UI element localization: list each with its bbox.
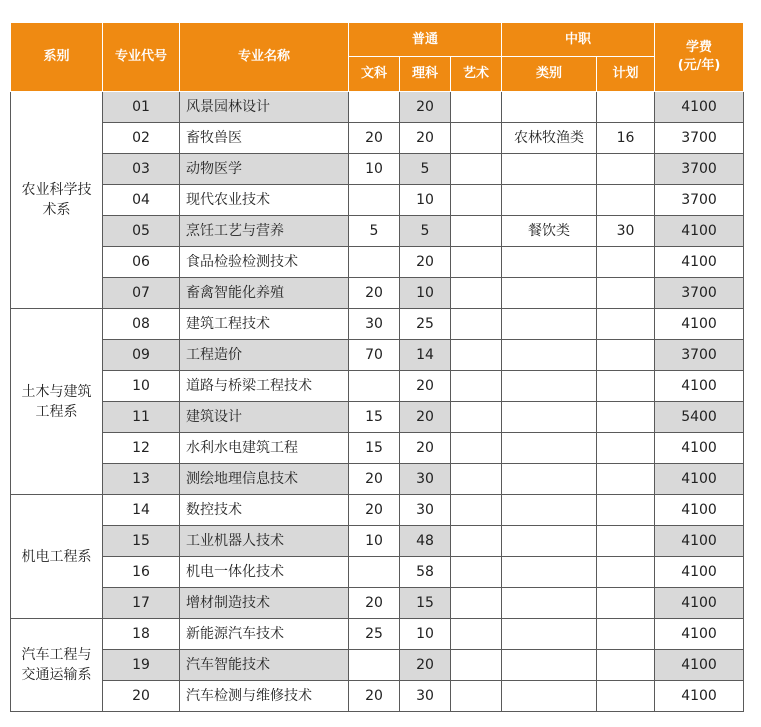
quota-like: 20: [400, 92, 451, 123]
table-body: [11, 92, 744, 712]
zhongzhi-plan: [597, 402, 655, 433]
quota-yishu: [451, 185, 502, 216]
quota-wenke: 10: [349, 526, 400, 557]
major-name: 汽车检测与维修技术: [180, 681, 349, 712]
major-code: 11: [103, 402, 180, 433]
major-code: 17: [103, 588, 180, 619]
zhongzhi-category: [502, 278, 597, 309]
table-row: [11, 464, 744, 495]
table-row: [11, 247, 744, 278]
table-row: [11, 650, 744, 681]
table-row: [11, 371, 744, 402]
zhongzhi-plan: [597, 185, 655, 216]
quota-wenke: 20: [349, 278, 400, 309]
zhongzhi-category: [502, 650, 597, 681]
tuition-fee: 4100: [655, 650, 744, 681]
tuition-fee: 3700: [655, 340, 744, 371]
quota-wenke: [349, 185, 400, 216]
quota-yishu: [451, 216, 502, 247]
header-like: 理科: [400, 57, 451, 92]
tuition-fee: 4100: [655, 681, 744, 712]
major-name: 道路与桥梁工程技术: [180, 371, 349, 402]
major-code: 16: [103, 557, 180, 588]
table-row: [11, 433, 744, 464]
quota-like: 5: [400, 216, 451, 247]
header-jihua: 计划: [597, 57, 655, 92]
zhongzhi-category: [502, 619, 597, 650]
zhongzhi-plan: [597, 650, 655, 681]
quota-wenke: 30: [349, 309, 400, 340]
zhongzhi-category: [502, 557, 597, 588]
table-row: [11, 278, 744, 309]
major-code: 12: [103, 433, 180, 464]
table-row: [11, 526, 744, 557]
table-row: [11, 92, 744, 123]
quota-yishu: [451, 495, 502, 526]
tuition-fee: 4100: [655, 433, 744, 464]
quota-yishu: [451, 402, 502, 433]
quota-yishu: [451, 681, 502, 712]
tuition-fee: 4100: [655, 619, 744, 650]
header-dept: 系别: [11, 23, 103, 92]
zhongzhi-plan: 30: [597, 216, 655, 247]
quota-yishu: [451, 557, 502, 588]
header-zhongzhi: 中职: [502, 23, 655, 57]
quota-wenke: 15: [349, 433, 400, 464]
major-name: 现代农业技术: [180, 185, 349, 216]
tuition-fee: 3700: [655, 154, 744, 185]
zhongzhi-plan: [597, 340, 655, 371]
major-name: 测绘地理信息技术: [180, 464, 349, 495]
table-row: [11, 154, 744, 185]
quota-like: 48: [400, 526, 451, 557]
zhongzhi-plan: [597, 588, 655, 619]
zhongzhi-plan: [597, 371, 655, 402]
quota-yishu: [451, 526, 502, 557]
quota-like: 25: [400, 309, 451, 340]
quota-wenke: [349, 247, 400, 278]
quota-yishu: [451, 278, 502, 309]
quota-like: 15: [400, 588, 451, 619]
zhongzhi-category: [502, 464, 597, 495]
zhongzhi-plan: 16: [597, 123, 655, 154]
tuition-fee: 4100: [655, 495, 744, 526]
major-code: 05: [103, 216, 180, 247]
quota-yishu: [451, 433, 502, 464]
zhongzhi-plan: [597, 464, 655, 495]
major-code: 08: [103, 309, 180, 340]
quota-like: 10: [400, 185, 451, 216]
quota-like: 20: [400, 433, 451, 464]
major-name: 增材制造技术: [180, 588, 349, 619]
major-name: 工业机器人技术: [180, 526, 349, 557]
major-code: 15: [103, 526, 180, 557]
zhongzhi-plan: [597, 526, 655, 557]
quota-yishu: [451, 309, 502, 340]
zhongzhi-category: [502, 92, 597, 123]
major-code: 06: [103, 247, 180, 278]
zhongzhi-plan: [597, 557, 655, 588]
quota-like: 30: [400, 681, 451, 712]
table-row: [11, 681, 744, 712]
zhongzhi-plan: [597, 247, 655, 278]
quota-wenke: 20: [349, 464, 400, 495]
quota-like: 20: [400, 650, 451, 681]
quota-wenke: 20: [349, 123, 400, 154]
quota-like: 58: [400, 557, 451, 588]
tuition-fee: 4100: [655, 92, 744, 123]
header-yishu: 艺术: [451, 57, 502, 92]
major-name: 水利水电建筑工程: [180, 433, 349, 464]
quota-wenke: 20: [349, 681, 400, 712]
table-row: [11, 216, 744, 247]
zhongzhi-plan: [597, 495, 655, 526]
zhongzhi-category: [502, 526, 597, 557]
tuition-fee: 4100: [655, 464, 744, 495]
table-row: [11, 619, 744, 650]
table-row: [11, 340, 744, 371]
table-row: [11, 185, 744, 216]
quota-like: 5: [400, 154, 451, 185]
zhongzhi-category: [502, 681, 597, 712]
tuition-fee: 4100: [655, 309, 744, 340]
major-name: 数控技术: [180, 495, 349, 526]
quota-wenke: 20: [349, 495, 400, 526]
major-code: 04: [103, 185, 180, 216]
quota-yishu: [451, 588, 502, 619]
zhongzhi-category: [502, 433, 597, 464]
quota-wenke: 70: [349, 340, 400, 371]
header-putong: 普通: [349, 23, 502, 57]
major-name: 烹饪工艺与营养: [180, 216, 349, 247]
tuition-fee: 4100: [655, 557, 744, 588]
quota-like: 30: [400, 464, 451, 495]
tuition-fee: 4100: [655, 216, 744, 247]
table-row: [11, 402, 744, 433]
tuition-fee: 4100: [655, 371, 744, 402]
zhongzhi-category: [502, 185, 597, 216]
quota-yishu: [451, 123, 502, 154]
quota-wenke: 15: [349, 402, 400, 433]
quota-yishu: [451, 154, 502, 185]
major-name: 动物医学: [180, 154, 349, 185]
quota-yishu: [451, 371, 502, 402]
major-name: 食品检验检测技术: [180, 247, 349, 278]
table-row: [11, 557, 744, 588]
header-wenke: 文科: [349, 57, 400, 92]
zhongzhi-plan: [597, 278, 655, 309]
quota-wenke: 20: [349, 588, 400, 619]
major-code: 09: [103, 340, 180, 371]
major-code: 10: [103, 371, 180, 402]
quota-like: 14: [400, 340, 451, 371]
header-fee: 学费 (元/年): [655, 23, 744, 92]
quota-yishu: [451, 247, 502, 278]
quota-like: 20: [400, 123, 451, 154]
quota-yishu: [451, 464, 502, 495]
quota-yishu: [451, 650, 502, 681]
zhongzhi-category: [502, 340, 597, 371]
quota-wenke: [349, 650, 400, 681]
major-name: 建筑设计: [180, 402, 349, 433]
zhongzhi-category: [502, 154, 597, 185]
header-code: 专业代号: [103, 23, 180, 92]
quota-like: 30: [400, 495, 451, 526]
dept-name: 机电工程系: [11, 495, 103, 619]
dept-name: 土木与建筑工程系: [11, 309, 103, 495]
zhongzhi-category: [502, 247, 597, 278]
quota-wenke: [349, 371, 400, 402]
zhongzhi-plan: [597, 619, 655, 650]
tuition-fee: 4100: [655, 526, 744, 557]
table-row: [11, 123, 744, 154]
quota-like: 10: [400, 278, 451, 309]
tuition-fee: 5400: [655, 402, 744, 433]
major-code: 19: [103, 650, 180, 681]
quota-wenke: 10: [349, 154, 400, 185]
quota-yishu: [451, 92, 502, 123]
major-code: 20: [103, 681, 180, 712]
major-name: 机电一体化技术: [180, 557, 349, 588]
tuition-fee: 4100: [655, 247, 744, 278]
zhongzhi-category: [502, 495, 597, 526]
tuition-fee: 3700: [655, 185, 744, 216]
zhongzhi-category: [502, 402, 597, 433]
major-name: 建筑工程技术: [180, 309, 349, 340]
enrollment-table: [10, 22, 744, 712]
zhongzhi-category: 农林牧渔类: [502, 123, 597, 154]
quota-like: 20: [400, 371, 451, 402]
table-row: [11, 309, 744, 340]
zhongzhi-category: [502, 371, 597, 402]
quota-wenke: [349, 557, 400, 588]
quota-wenke: 5: [349, 216, 400, 247]
major-name: 畜禽智能化养殖: [180, 278, 349, 309]
zhongzhi-plan: [597, 309, 655, 340]
quota-like: 10: [400, 619, 451, 650]
major-code: 01: [103, 92, 180, 123]
quota-yishu: [451, 619, 502, 650]
major-code: 14: [103, 495, 180, 526]
zhongzhi-plan: [597, 681, 655, 712]
major-name: 工程造价: [180, 340, 349, 371]
quota-like: 20: [400, 247, 451, 278]
header-leibie: 类别: [502, 57, 597, 92]
quota-yishu: [451, 340, 502, 371]
quota-wenke: [349, 92, 400, 123]
tuition-fee: 4100: [655, 588, 744, 619]
header-name: 专业名称: [180, 23, 349, 92]
zhongzhi-category: [502, 588, 597, 619]
major-code: 18: [103, 619, 180, 650]
tuition-fee: 3700: [655, 278, 744, 309]
quota-like: 20: [400, 402, 451, 433]
major-name: 畜牧兽医: [180, 123, 349, 154]
zhongzhi-plan: [597, 92, 655, 123]
dept-name: 汽车工程与交通运输系: [11, 619, 103, 712]
major-name: 新能源汽车技术: [180, 619, 349, 650]
table-row: [11, 588, 744, 619]
major-name: 风景园林设计: [180, 92, 349, 123]
table-row: [11, 495, 744, 526]
major-code: 07: [103, 278, 180, 309]
quota-wenke: 25: [349, 619, 400, 650]
enrollment-table-container: [10, 22, 743, 716]
zhongzhi-plan: [597, 154, 655, 185]
major-code: 13: [103, 464, 180, 495]
dept-name: 农业科学技术系: [11, 92, 103, 309]
tuition-fee: 3700: [655, 123, 744, 154]
major-name: 汽车智能技术: [180, 650, 349, 681]
major-code: 02: [103, 123, 180, 154]
zhongzhi-category: [502, 309, 597, 340]
zhongzhi-category: 餐饮类: [502, 216, 597, 247]
major-code: 03: [103, 154, 180, 185]
zhongzhi-plan: [597, 433, 655, 464]
